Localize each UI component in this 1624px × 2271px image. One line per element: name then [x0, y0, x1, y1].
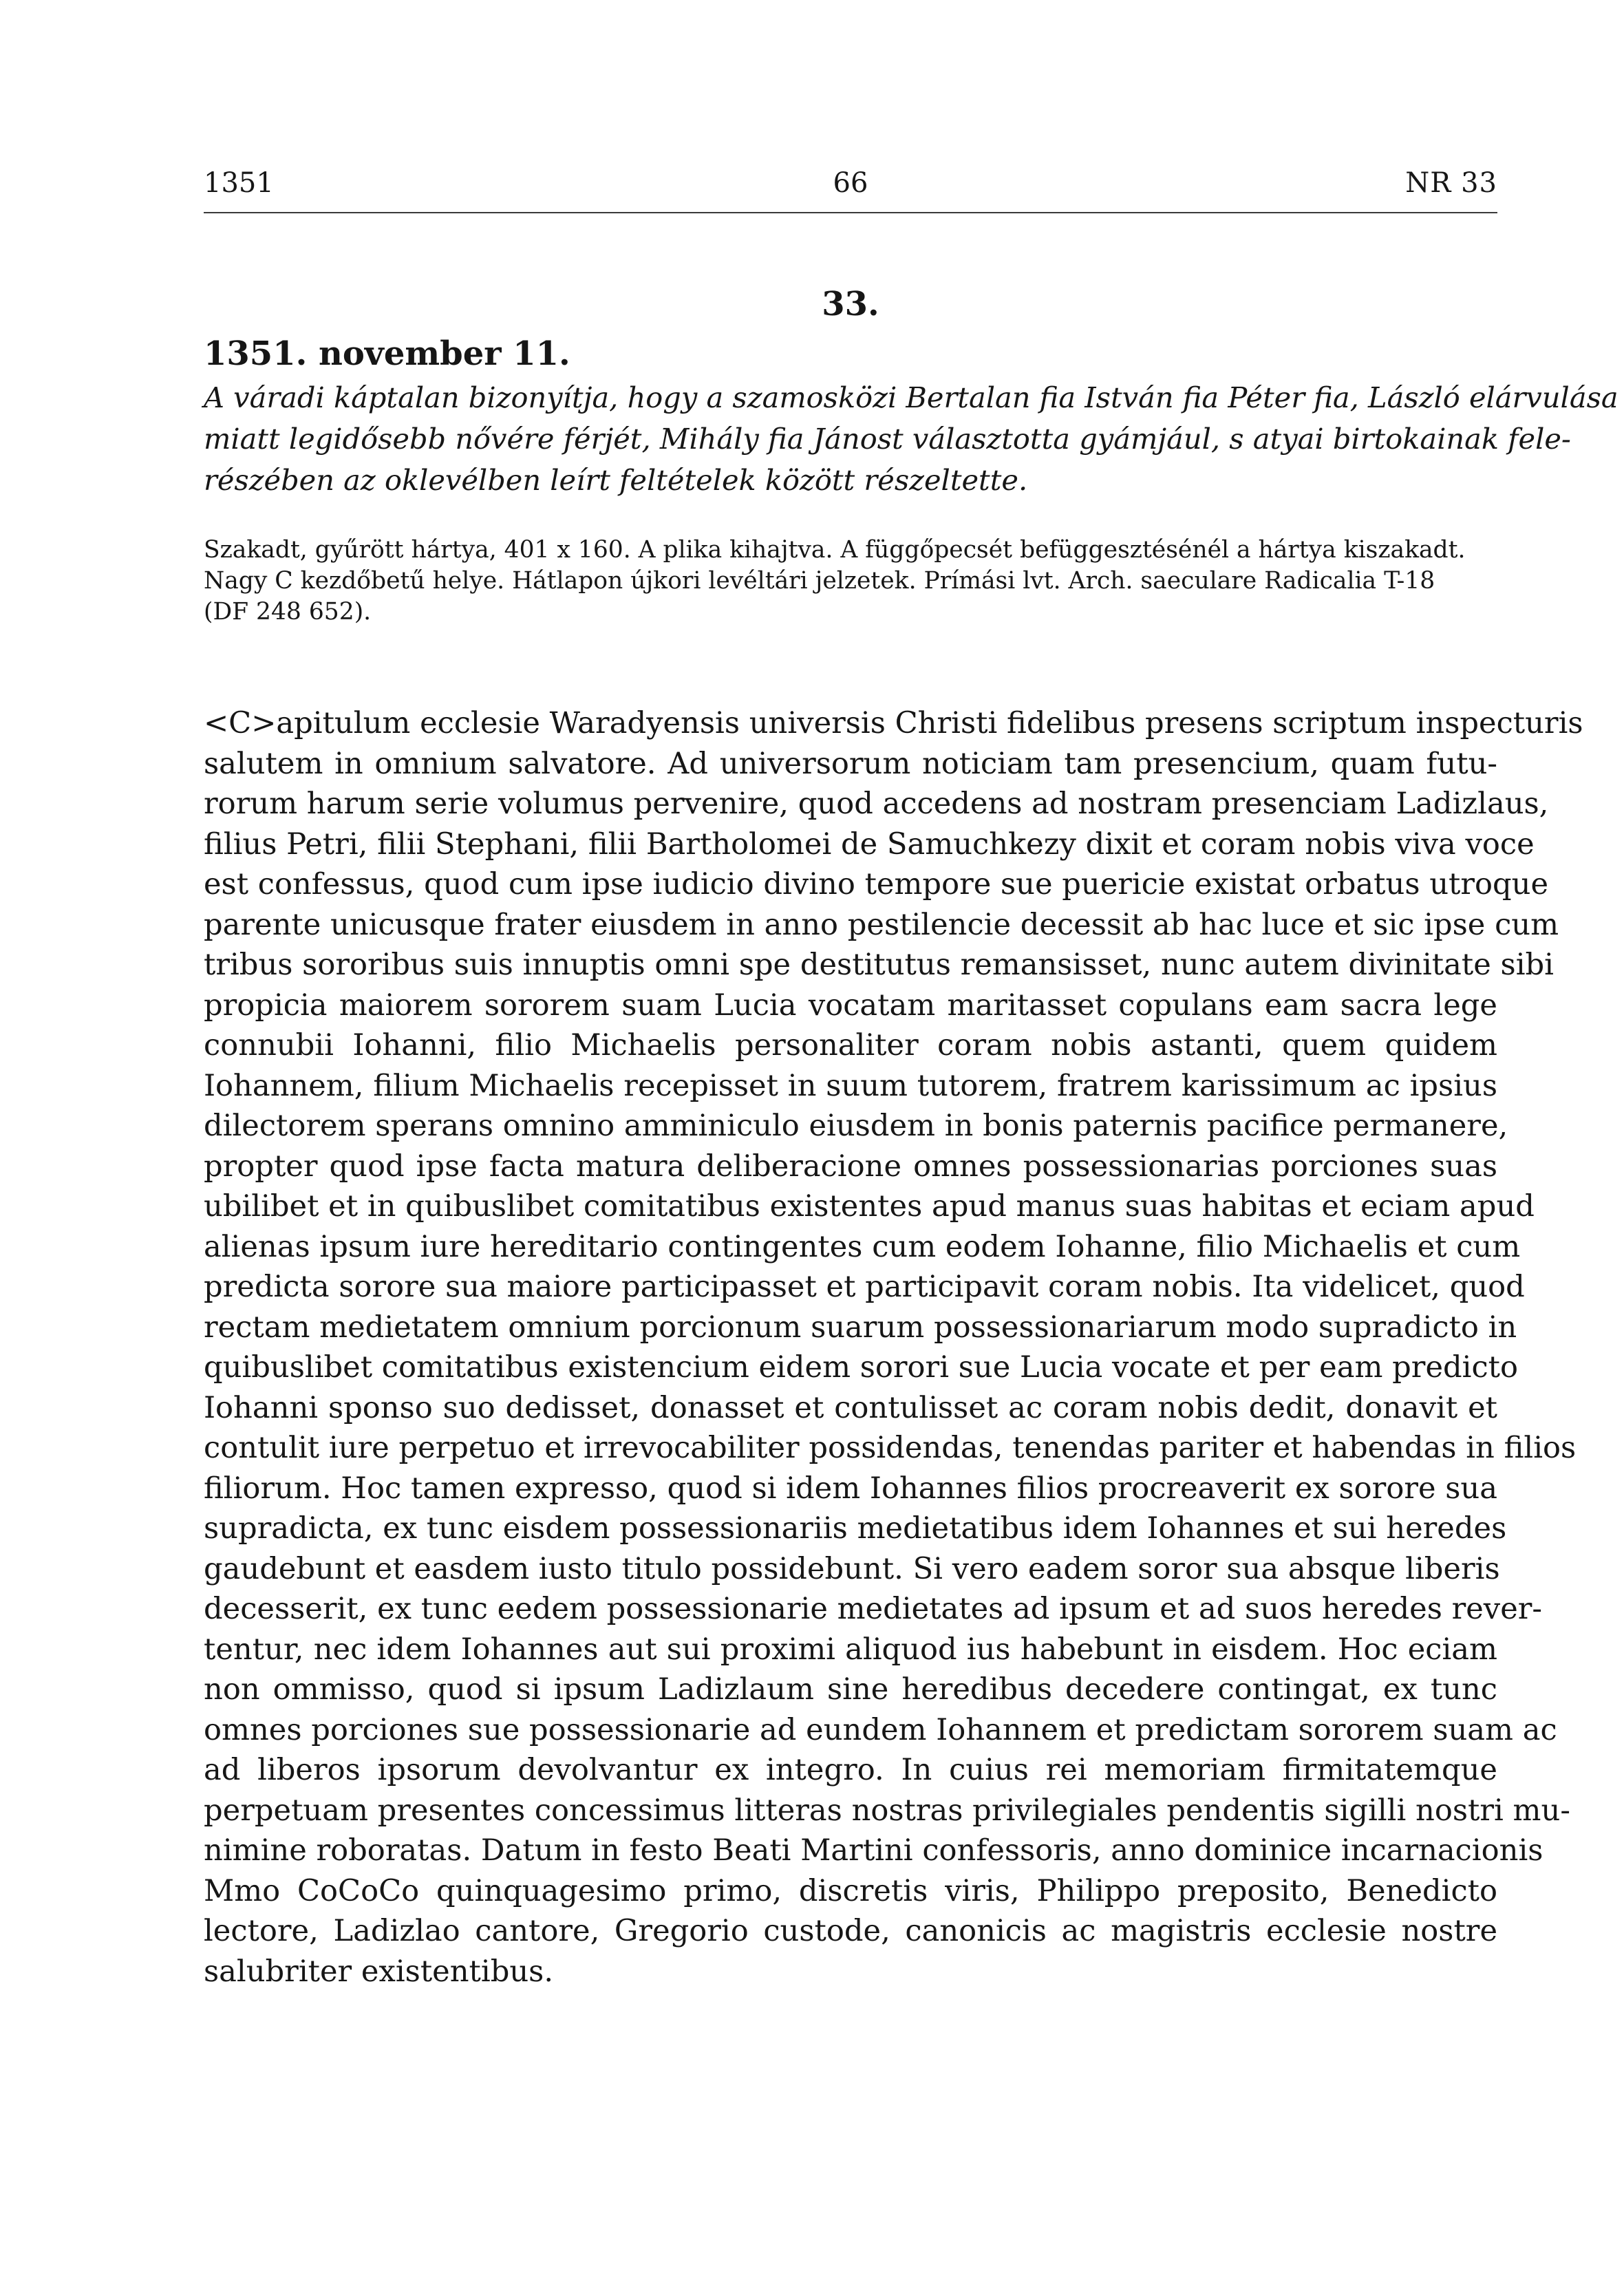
charter-text — [204, 703, 1583, 1992]
regest-line: részében az oklevélben leírt feltételek között részeltette. — [204, 463, 1028, 497]
charter-text-line: non ommisso, quod si ipsum Ladizlaum sine heredibus decedere contingat, ex tunc — [204, 1672, 1497, 1707]
charter-text-line: supradicta, ex tunc eisdem possessionariis medietatibus idem Iohannes et sui heredes — [204, 1511, 1507, 1546]
header-page-number: 66 — [833, 167, 868, 199]
document-date: 1351. november 11. — [204, 334, 570, 373]
charter-text-line: dilectorem sperans omnino amminiculo eiusdem in bonis paternis pacifice permanere, — [204, 1109, 1508, 1143]
regest-line: A váradi káptalan bizonyítja, hogy a szamosközi Bertalan fia István fia Péter fia, László elárvulása — [204, 381, 1618, 414]
charter-text-line: propicia maiorem sororem suam Lucia vocatam maritasset copulans eam sacra lege — [204, 988, 1497, 1023]
charter-text-line: alienas ipsum iure hereditario contingentes cum eodem Iohanne, filio Michaelis et cum — [204, 1229, 1521, 1264]
charter-text-line: Iohanni sponso suo dedisset, donasset et contulisset ac coram nobis dedit, donavit et — [204, 1390, 1497, 1425]
source-description-line: Szakadt, gyűrött hártya, 401 x 160. A plika kihajtva. A függőpecsét befüggesztésénél a hártya kiszakadt. — [204, 536, 1466, 564]
header-divider — [204, 212, 1497, 213]
header-document-reference: NR 33 — [1405, 167, 1497, 199]
charter-text-line: nimine roboratas. Datum in festo Beati Martini confessoris, anno dominice incarnacionis — [204, 1833, 1543, 1868]
charter-text-line: gaudebunt et easdem iusto titulo possidebunt. Si vero eadem soror sua absque liberis — [204, 1551, 1500, 1586]
header-year: 1351 — [204, 167, 274, 199]
charter-text-line: rectam medietatem omnium porcionum suarum possessionariarum modo supradicto in — [204, 1310, 1517, 1345]
charter-text-line: salubriter existentibus. — [204, 1954, 554, 1989]
charter-text-line: connubii Iohanni, filio Michaelis personaliter coram nobis astanti, quem quidem — [204, 1028, 1497, 1063]
charter-text-line: contulit iure perpetuo et irrevocabiliter possidendas, tenendas pariter et habendas in filios — [204, 1431, 1577, 1465]
charter-text-line: est confessus, quod cum ipse iudicio divino tempore sue puericie existat orbatus utroque — [204, 867, 1549, 902]
running-header — [204, 162, 1497, 204]
charter-text-line: parente unicusque frater eiusdem in anno pestilencie decessit ab hac luce et sic ipse cum — [204, 907, 1559, 942]
charter-text-line: tentur, nec idem Iohannes aut sui proximi aliquod ius habebunt in eisdem. Hoc eciam — [204, 1632, 1497, 1667]
charter-text-line: lectore, Ladizlao cantore, Gregorio custode, canonicis ac magistris ecclesie nostre — [204, 1914, 1497, 1948]
charter-text-line: ad liberos ipsorum devolvantur ex integro. In cuius rei memoriam firmitatemque — [204, 1753, 1497, 1787]
source-description — [204, 535, 1497, 628]
source-description-line: (DF 248 652). — [204, 598, 372, 626]
charter-text-line: omnes porciones sue possessionarie ad eundem Iohannem et predictam sororem suam ac — [204, 1712, 1557, 1747]
charter-text-line: <C>apitulum ecclesie Waradyensis universis Christi fidelibus presens scriptum inspecturis — [204, 706, 1583, 740]
regest-line: miatt legidősebb nővére férjét, Mihály fia Jánost választotta gyámjául, s atyai birtokainak fele- — [204, 422, 1571, 456]
regest-summary — [204, 377, 1618, 501]
charter-text-line: Iohannem, filium Michaelis recepisset in suum tutorem, fratrem karissimum ac ipsius — [204, 1068, 1497, 1103]
charter-text-line: Mmo CoCoCo quinquagesimo primo, discretis viris, Philippo preposito, Benedicto — [204, 1873, 1497, 1908]
charter-text-line: rorum harum serie volumus pervenire, quod accedens ad nostram presenciam Ladizlaus, — [204, 787, 1549, 821]
charter-text-line: decesserit, ex tunc eedem possessionarie medietates ad ipsum et ad suos heredes rever- — [204, 1592, 1542, 1626]
charter-text-line: salutem in omnium salvatore. Ad universorum noticiam tam presencium, quam futu- — [204, 746, 1497, 781]
charter-text-line: filius Petri, filii Stephani, filii Bartholomei de Samuchkezy dixit et coram nobis viva voce — [204, 827, 1535, 862]
charter-text-line: filiorum. Hoc tamen expresso, quod si idem Iohannes filios procreaverit ex sorore sua — [204, 1471, 1497, 1506]
charter-text-line: tribus sororibus suis innuptis omni spe destitutus remansisset, nunc autem divinitate sibi — [204, 948, 1554, 982]
source-description-line: Nagy C kezdőbetű helye. Hátlapon újkori levéltári jelzetek. Prímási lvt. Arch. saeculare Radicalia T-18 — [204, 567, 1435, 595]
charter-text-line: quibuslibet comitatibus existencium eidem sorori sue Lucia vocate et per eam predicto — [204, 1350, 1519, 1385]
charter-text-line: ubilibet et in quibuslibet comitatibus existentes apud manus suas habitas et eciam apud — [204, 1189, 1535, 1224]
charter-text-line: propter quod ipse facta matura deliberacione omnes possessionarias porciones suas — [204, 1149, 1497, 1184]
document-number: 33. — [822, 285, 879, 323]
charter-text-line: perpetuam presentes concessimus litteras nostras privilegiales pendentis sigilli nostri mu- — [204, 1793, 1570, 1828]
charter-text-line: predicta sorore sua maiore participasset et participavit coram nobis. Ita videlicet, quod — [204, 1270, 1525, 1304]
